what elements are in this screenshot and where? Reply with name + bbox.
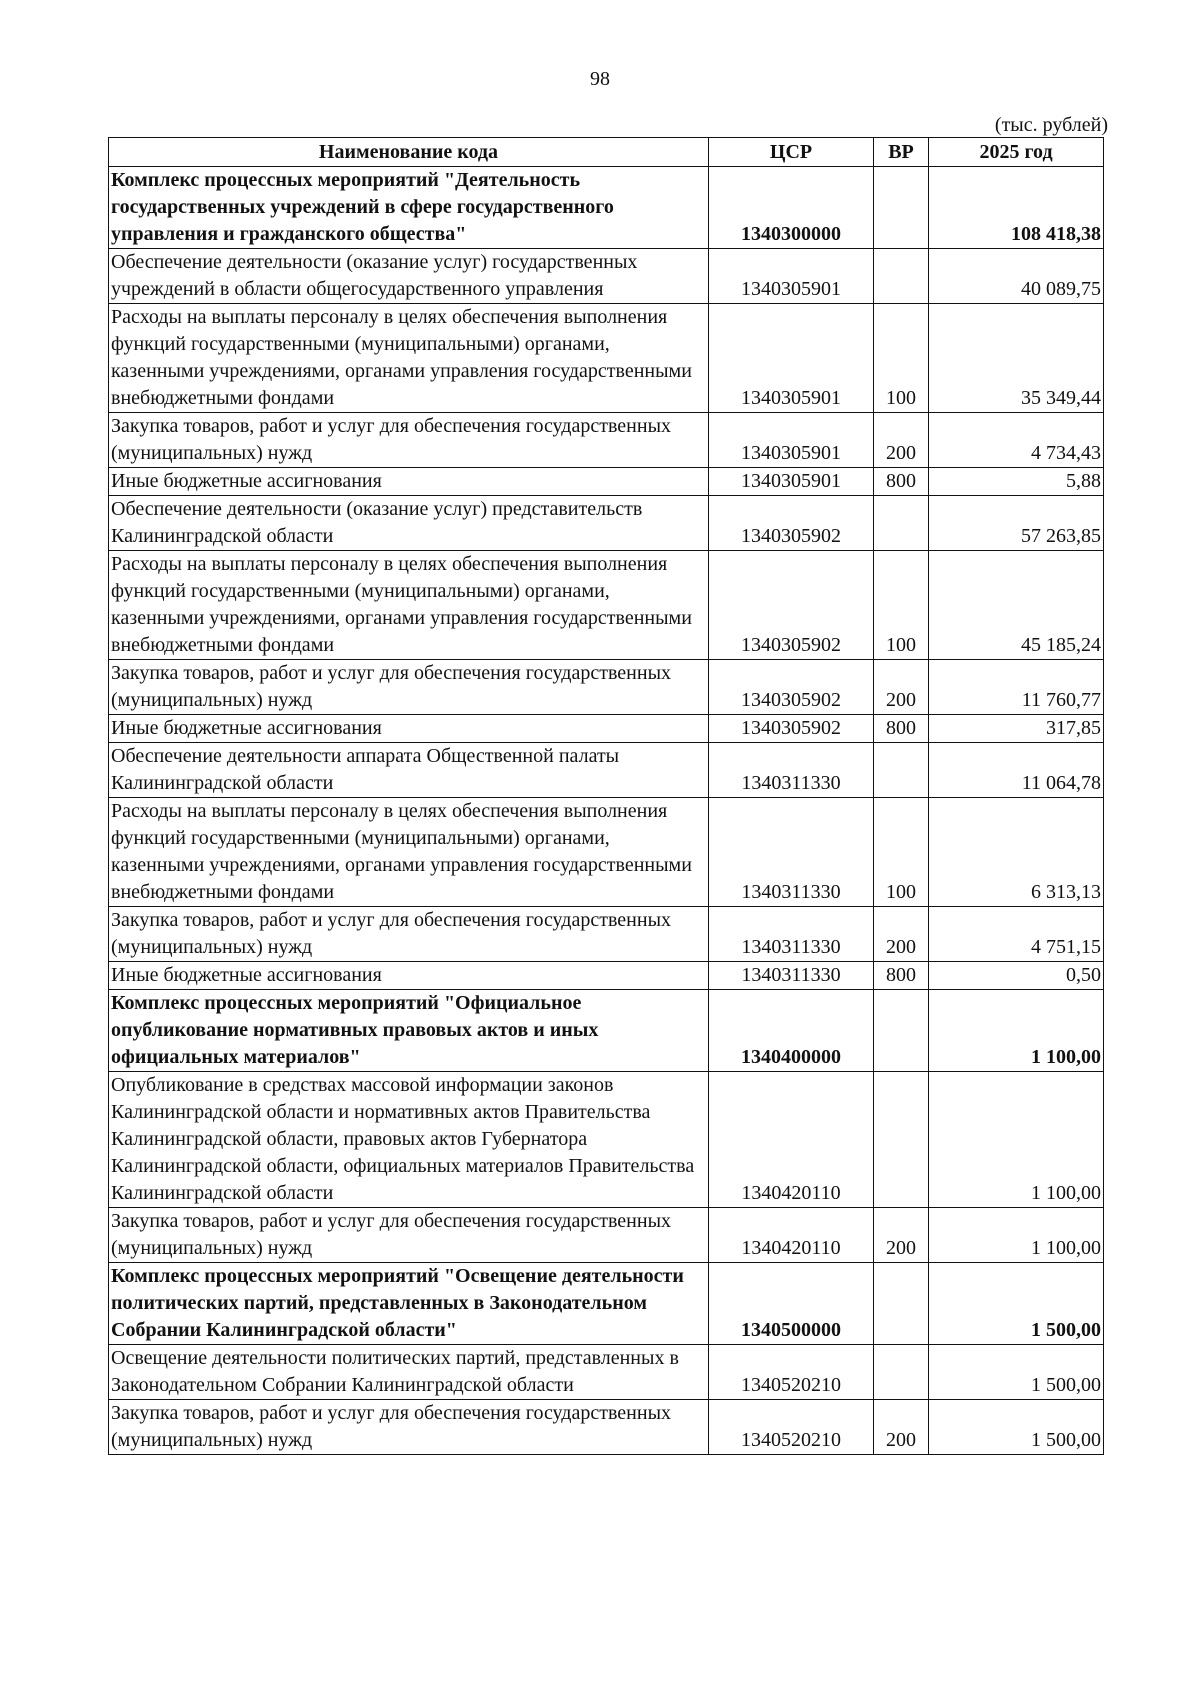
table-row	[109, 551, 1104, 660]
header-name: Наименование кода	[109, 138, 709, 167]
row-name: Обеспечение деятельности (оказание услуг) представительств Калининградской области	[109, 496, 709, 551]
table-row	[109, 1072, 1104, 1208]
row-name: Комплекс процессных мероприятий "Освещение деятельности политических партий, представленных в Законодательном Собрании Калининградской области"	[109, 1263, 709, 1345]
row-vr	[874, 990, 929, 1072]
header-sum: 2025 год	[929, 138, 1104, 167]
row-name: Комплекс процессных мероприятий "Официальное опубликование нормативных правовых актов и иных официальных материалов"	[109, 990, 709, 1072]
row-name: Закупка товаров, работ и услуг для обеспечения государственных (муниципальных) нужд	[109, 660, 709, 715]
row-csr: 1340311330	[709, 907, 874, 962]
table-header-row	[109, 138, 1104, 167]
table-row	[109, 413, 1104, 468]
row-vr: 100	[874, 551, 929, 660]
row-csr: 1340420110	[709, 1208, 874, 1263]
table-row	[109, 304, 1104, 413]
row-vr	[874, 1263, 929, 1345]
row-name: Иные бюджетные ассигнования	[109, 962, 709, 990]
table-row	[109, 660, 1104, 715]
row-vr	[874, 1072, 929, 1208]
page-number: 98	[590, 68, 610, 90]
row-name: Иные бюджетные ассигнования	[109, 715, 709, 743]
row-vr	[874, 496, 929, 551]
row-vr: 800	[874, 715, 929, 743]
row-sum: 1 500,00	[929, 1400, 1104, 1455]
row-csr: 1340500000	[709, 1263, 874, 1345]
row-vr	[874, 743, 929, 798]
table-row	[109, 1400, 1104, 1455]
row-sum: 4 734,43	[929, 413, 1104, 468]
row-sum: 317,85	[929, 715, 1104, 743]
row-csr: 1340305901	[709, 413, 874, 468]
row-sum: 40 089,75	[929, 249, 1104, 304]
row-csr: 1340300000	[709, 167, 874, 249]
row-name: Расходы на выплаты персоналу в целях обеспечения выполнения функций государственными (муниципальными) органами, казенными учреждениями, органами управления государственными внебюджетными фондами	[109, 551, 709, 660]
row-name: Комплекс процессных мероприятий "Деятельность государственных учреждений в сфере государственного управления и гражданского общества"	[109, 167, 709, 249]
table-row	[109, 496, 1104, 551]
table-row	[109, 743, 1104, 798]
row-sum: 6 313,13	[929, 798, 1104, 907]
row-name: Закупка товаров, работ и услуг для обеспечения государственных (муниципальных) нужд	[109, 413, 709, 468]
row-csr: 1340400000	[709, 990, 874, 1072]
row-csr: 1340305901	[709, 249, 874, 304]
row-vr: 100	[874, 304, 929, 413]
row-name: Закупка товаров, работ и услуг для обеспечения государственных (муниципальных) нужд	[109, 1400, 709, 1455]
table-row	[109, 1263, 1104, 1345]
row-vr: 800	[874, 962, 929, 990]
row-name: Расходы на выплаты персоналу в целях обеспечения выполнения функций государственными (муниципальными) органами, казенными учреждениями, органами управления государственными внебюджетными фондами	[109, 304, 709, 413]
row-sum: 1 500,00	[929, 1345, 1104, 1400]
row-vr: 200	[874, 1400, 929, 1455]
row-sum: 11 064,78	[929, 743, 1104, 798]
table-row	[109, 907, 1104, 962]
row-csr: 1340520210	[709, 1400, 874, 1455]
units-label: (тыс. рублей)	[994, 114, 1108, 136]
row-name: Освещение деятельности политических партий, представленных в Законодательном Собрании Калининградской области	[109, 1345, 709, 1400]
row-sum: 11 760,77	[929, 660, 1104, 715]
row-vr: 800	[874, 468, 929, 496]
table-row	[109, 167, 1104, 249]
row-csr: 1340311330	[709, 798, 874, 907]
row-vr	[874, 249, 929, 304]
row-sum: 45 185,24	[929, 551, 1104, 660]
row-sum: 108 418,38	[929, 167, 1104, 249]
row-vr: 100	[874, 798, 929, 907]
row-vr: 200	[874, 660, 929, 715]
row-sum: 4 751,15	[929, 907, 1104, 962]
row-name: Обеспечение деятельности (оказание услуг) государственных учреждений в области общегосударственного управления	[109, 249, 709, 304]
table-row	[109, 962, 1104, 990]
table-row	[109, 990, 1104, 1072]
row-vr: 200	[874, 907, 929, 962]
row-name: Закупка товаров, работ и услуг для обеспечения государственных (муниципальных) нужд	[109, 907, 709, 962]
row-name: Опубликование в средствах массовой информации законов Калининградской области и нормативных актов Правительства Калининградской области, правовых актов Губернатора Калининградской области, официальных материалов Правительства Калининградской области	[109, 1072, 709, 1208]
header-vr: ВР	[874, 138, 929, 167]
row-csr: 1340305902	[709, 551, 874, 660]
row-csr: 1340305902	[709, 660, 874, 715]
row-csr: 1340305901	[709, 304, 874, 413]
table-row	[109, 249, 1104, 304]
row-csr: 1340305901	[709, 468, 874, 496]
row-csr: 1340305902	[709, 715, 874, 743]
row-name: Обеспечение деятельности аппарата Общественной палаты Калининградской области	[109, 743, 709, 798]
row-vr: 200	[874, 413, 929, 468]
row-sum: 0,50	[929, 962, 1104, 990]
row-sum: 1 100,00	[929, 1208, 1104, 1263]
table-row	[109, 715, 1104, 743]
header-csr: ЦСР	[709, 138, 874, 167]
table-row	[109, 1345, 1104, 1400]
row-csr: 1340420110	[709, 1072, 874, 1208]
row-name: Закупка товаров, работ и услуг для обеспечения государственных (муниципальных) нужд	[109, 1208, 709, 1263]
row-sum: 1 500,00	[929, 1263, 1104, 1345]
table-body	[109, 167, 1104, 1455]
row-sum: 1 100,00	[929, 1072, 1104, 1208]
row-vr	[874, 167, 929, 249]
table-row	[109, 468, 1104, 496]
row-name: Иные бюджетные ассигнования	[109, 468, 709, 496]
table-row	[109, 1208, 1104, 1263]
table-row	[109, 798, 1104, 907]
row-sum: 57 263,85	[929, 496, 1104, 551]
row-csr: 1340311330	[709, 962, 874, 990]
row-vr: 200	[874, 1208, 929, 1263]
budget-table	[108, 137, 1104, 1455]
row-csr: 1340520210	[709, 1345, 874, 1400]
row-csr: 1340311330	[709, 743, 874, 798]
row-sum: 35 349,44	[929, 304, 1104, 413]
row-sum: 1 100,00	[929, 990, 1104, 1072]
row-name: Расходы на выплаты персоналу в целях обеспечения выполнения функций государственными (муниципальными) органами, казенными учреждениями, органами управления государственными внебюджетными фондами	[109, 798, 709, 907]
row-sum: 5,88	[929, 468, 1104, 496]
row-vr	[874, 1345, 929, 1400]
row-csr: 1340305902	[709, 496, 874, 551]
